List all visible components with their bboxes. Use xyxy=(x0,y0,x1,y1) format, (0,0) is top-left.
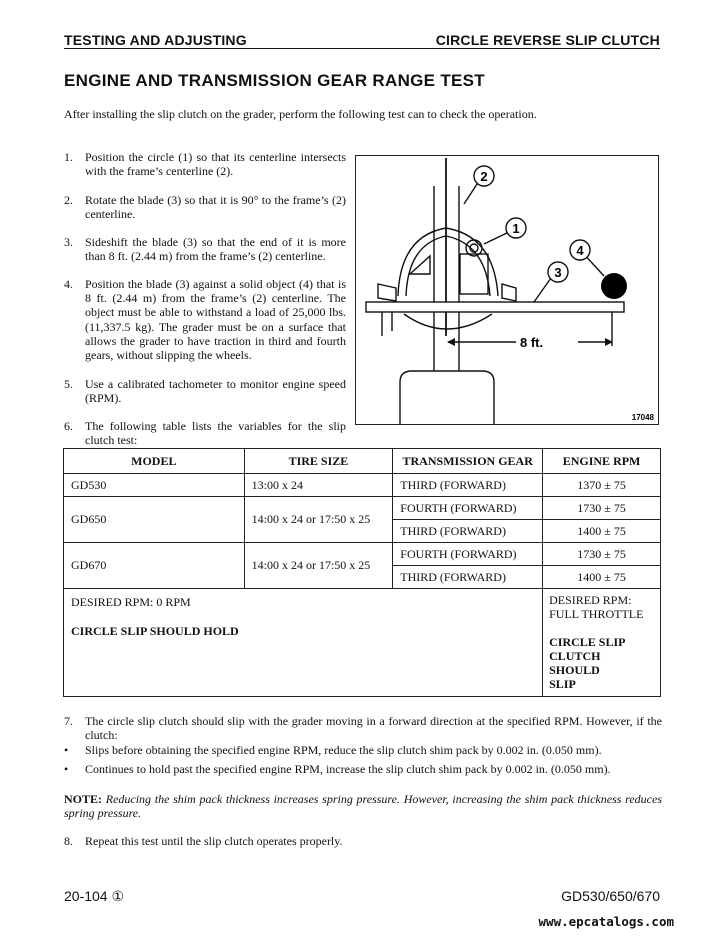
step-6 xyxy=(64,419,346,447)
slip-result-line-3: SHOULD xyxy=(549,663,600,677)
step-4 xyxy=(64,277,346,362)
bullet-text: Continues to hold past the specified engine RPM, increase the slip clutch shim pack by 0.002 in. (0.050 mm). xyxy=(85,762,611,776)
step-text: Rotate the blade (3) so that it is 90° to the frame’s (2) centerline. xyxy=(85,193,346,222)
step-5 xyxy=(64,377,346,405)
full-throttle-label: FULL THROTTLE xyxy=(549,607,644,621)
slip-result-line-2: CLUTCH xyxy=(549,649,601,663)
step-text: Repeat this test until the slip clutch operates properly. xyxy=(85,834,343,848)
slip-result-line-4: SLIP xyxy=(549,677,576,691)
intro-paragraph: After installing the slip clutch on the grader, perform the following test can to check the operation. xyxy=(64,107,537,121)
col-header-engine-rpm: ENGINE RPM xyxy=(543,449,661,474)
note-paragraph xyxy=(64,792,662,820)
cell-model: GD670 xyxy=(64,543,245,589)
step-1 xyxy=(64,150,346,178)
step-text: Sideshift the blade (3) so that the end of it is more than 8 ft. (2.44 m) from the frame’s (2) centerline. xyxy=(85,235,346,264)
bullet-item-reduce xyxy=(64,743,662,758)
bullet-dot-icon: • xyxy=(64,743,69,757)
bullet-item-increase xyxy=(64,762,662,777)
rpm-variables-table xyxy=(63,448,661,697)
cell-gear: THIRD (FORWARD) xyxy=(393,566,543,589)
table-row xyxy=(64,543,661,566)
cell-gear: FOURTH (FORWARD) xyxy=(393,497,543,520)
cell-rpm: 1730 ± 75 xyxy=(543,497,661,520)
desired-rpm-zero: DESIRED RPM: 0 RPM xyxy=(71,595,191,609)
footer-page-number: 20-104 ① xyxy=(64,888,125,904)
grader-circle-blade-diagram-icon xyxy=(356,156,658,424)
step-number: 3. xyxy=(64,235,73,249)
cell-rpm: 1730 ± 75 xyxy=(543,543,661,566)
step-number: 5. xyxy=(64,377,73,391)
table-row xyxy=(64,497,661,520)
cell-tire-size: 13:00 x 24 xyxy=(244,474,393,497)
cell-gear: THIRD (FORWARD) xyxy=(393,520,543,543)
header-section-title: TESTING AND ADJUSTING xyxy=(64,32,247,48)
cell-gear: FOURTH (FORWARD) xyxy=(393,543,543,566)
header-chapter-title: CIRCLE REVERSE SLIP CLUTCH xyxy=(435,32,660,48)
col-header-tire-size: TIRE SIZE xyxy=(244,449,393,474)
table-row-desired xyxy=(64,589,661,697)
watermark-text: www.epcatalogs.com xyxy=(538,914,674,929)
step-8 xyxy=(64,834,343,849)
col-header-transmission-gear: TRANSMISSION GEAR xyxy=(393,449,543,474)
step-text: The following table lists the variables for the slip clutch test: xyxy=(85,419,346,448)
cell-gear: THIRD (FORWARD) xyxy=(393,474,543,497)
step-3 xyxy=(64,235,346,263)
callout-4: 4 xyxy=(576,243,584,258)
bullet-dot-icon: • xyxy=(64,762,69,776)
cell-tire-size: 14:00 x 24 or 17:50 x 25 xyxy=(244,497,393,543)
note-text: Reducing the shim pack thickness increases spring pressure. However, increasing the shim pack thickness reduces spring pressure. xyxy=(64,792,663,821)
bullet-text: Slips before obtaining the specified engine RPM, reduce the slip clutch shim pack by 0.002 in. (0.050 mm). xyxy=(85,743,602,757)
step-number: 6. xyxy=(64,419,73,433)
col-header-model: MODEL xyxy=(64,449,245,474)
cell-desired-slip xyxy=(543,589,661,697)
figure-number: 17048 xyxy=(631,413,654,422)
grader-diagram-figure xyxy=(355,155,659,425)
cell-rpm: 1400 ± 75 xyxy=(543,520,661,543)
step-text: Position the circle (1) so that its centerline intersects with the frame’s centerline (2). xyxy=(85,150,346,179)
footer-model-list: GD530/650/670 xyxy=(561,888,660,904)
step-7 xyxy=(64,714,662,742)
step-number: 1. xyxy=(64,150,73,164)
slip-result-line-1: CIRCLE SLIP xyxy=(549,635,626,649)
cell-rpm: 1370 ± 75 xyxy=(543,474,661,497)
dimension-label: 8 ft. xyxy=(520,335,544,350)
step-number: 4. xyxy=(64,277,73,291)
step-text: Position the blade (3) against a solid object (4) that is 8 ft. (2.44 m) from the frame’s (2) centerline. The object must be able to withstand a load of 25,000 lbs. (11,337.5 kg). The grader must be on a surface that allows the grader to have traction in third and fourth gears, without slipping the wheels. xyxy=(85,277,346,363)
cell-desired-hold xyxy=(64,589,543,697)
step-number: 2. xyxy=(64,193,73,207)
step-2 xyxy=(64,193,346,221)
step-number: 8. xyxy=(64,834,73,848)
table-row xyxy=(64,474,661,497)
header-rule xyxy=(64,48,660,49)
step-text: Use a calibrated tachometer to monitor engine speed (RPM). xyxy=(85,377,346,406)
step-text: The circle slip clutch should slip with the grader moving in a forward direction at the specified RPM. However, if the clutch: xyxy=(85,714,662,743)
page-title: ENGINE AND TRANSMISSION GEAR RANGE TEST xyxy=(64,71,485,90)
note-label: NOTE: xyxy=(64,792,103,806)
callout-1: 1 xyxy=(512,221,520,236)
table-header-row xyxy=(64,449,661,474)
cell-rpm: 1400 ± 75 xyxy=(543,566,661,589)
cell-model: GD530 xyxy=(64,474,245,497)
callout-3: 3 xyxy=(554,265,562,280)
callout-2: 2 xyxy=(480,169,488,184)
circle-slip-hold: CIRCLE SLIP SHOULD HOLD xyxy=(71,624,239,638)
cell-model: GD650 xyxy=(64,497,245,543)
cell-tire-size: 14:00 x 24 or 17:50 x 25 xyxy=(244,543,393,589)
desired-rpm-label: DESIRED RPM: xyxy=(549,593,632,607)
step-number: 7. xyxy=(64,714,73,728)
